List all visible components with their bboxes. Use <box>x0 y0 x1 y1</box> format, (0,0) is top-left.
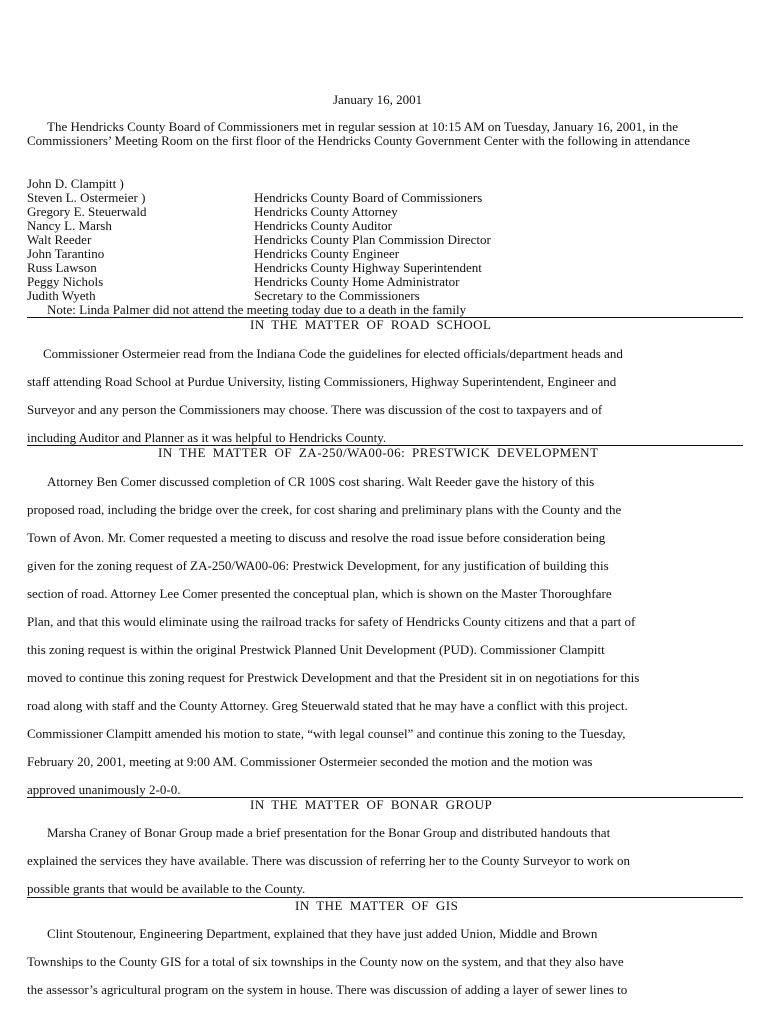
section-heading: IN THE MATTER OF ZA-250/WA00-06: PRESTWICK DEVELOPMENT <box>158 445 599 460</box>
attendee-title: Hendricks County Attorney <box>254 204 398 219</box>
attendee-name: John Tarantino <box>27 246 105 261</box>
body-line: this zoning request is within the original Prestwick Planned Unit Development (PUD). Commissioner Clampitt <box>27 642 605 657</box>
body-line: Townships to the County GIS for a total of six townships in the County now on the system, and that they also have <box>27 954 624 969</box>
attendee-title: Secretary to the Commissioners <box>254 288 420 303</box>
body-line: Plan, and that this would eliminate using the railroad tracks for safety of Hendricks County citizens and that a part of <box>27 614 636 629</box>
body-line: including Auditor and Planner as it was helpful to Hendricks County. <box>27 430 387 445</box>
attendee-name: Peggy Nichols <box>27 274 104 289</box>
attendee-title: Hendricks County Home Administrator <box>254 274 460 289</box>
attendee-title: Hendricks County Engineer <box>254 246 400 261</box>
body-line: the assessor’s agricultural program on the system in house. There was discussion of adding a layer of sewer lines to <box>27 982 628 997</box>
attendee-name: Russ Lawson <box>27 260 97 275</box>
attendee-title: Hendricks County Plan Commission Director <box>254 232 491 247</box>
body-line: staff attending Road School at Purdue University, listing Commissioners, Highway Superintendent, Engineer and <box>27 374 617 389</box>
body-line: moved to continue this zoning request for Prestwick Development and that the President sit in on negotiations for this <box>27 670 640 685</box>
body-line: Attorney Ben Comer discussed completion of CR 100S cost sharing. Walt Reeder gave the history of this <box>47 474 595 489</box>
body-line: Commissioner Clampitt amended his motion to state, “with legal counsel” and continue this zoning to the Tuesday, <box>27 726 626 741</box>
body-line: proposed road, including the bridge over the creek, for cost sharing and preliminary plans with the County and the <box>27 502 622 517</box>
body-line: Surveyor and any person the Commissioners may choose. There was discussion of the cost to taxpayers and of <box>27 402 603 417</box>
attendee-name: Walt Reeder <box>27 232 92 247</box>
attendee-name: Gregory E. Steuerwald <box>27 204 147 219</box>
body-line: explained the services they have available. There was discussion of referring her to the County Surveyor to work on <box>27 853 630 868</box>
section-heading: IN THE MATTER OF GIS <box>295 898 459 913</box>
body-line: Commissioner Ostermeier read from the Indiana Code the guidelines for elected officials/department heads and <box>43 346 623 361</box>
attendee-name: Nancy L. Marsh <box>27 218 112 233</box>
attendee-title: Hendricks County Board of Commissioners <box>254 190 483 205</box>
attendee-name: John D. Clampitt ) <box>27 176 124 191</box>
body-line: approved unanimously 2-0-0. <box>27 782 181 797</box>
body-line: given for the zoning request of ZA-250/WA00-06: Prestwick Development, for any justification of building this <box>27 558 609 573</box>
attendance-note: Note: Linda Palmer did not attend the meeting today due to a death in the family <box>47 302 467 317</box>
body-line: Marsha Craney of Bonar Group made a brief presentation for the Bonar Group and distributed handouts that <box>47 825 611 840</box>
body-line: Clint Stoutenour, Engineering Department, explained that they have just added Union, Middle and Brown <box>47 926 598 941</box>
attendee-title: Hendricks County Auditor <box>254 218 392 233</box>
section-heading: IN THE MATTER OF ROAD SCHOOL <box>250 317 492 332</box>
intro-text: The Hendricks County Board of Commissioners met in regular session at 10:15 AM on Tuesday, January 16, 2001, in the Commissioners’ Meeting Room on the first floor of the Hendricks County Government Center with the following in attendance <box>27 119 690 148</box>
body-line: Town of Avon. Mr. Comer requested a meeting to discuss and resolve the road issue before consideration being <box>27 530 606 545</box>
intro-paragraph <box>27 120 742 148</box>
body-line: February 20, 2001, meeting at 9:00 AM. Commissioner Ostermeier seconded the motion and the motion was <box>27 754 593 769</box>
attendee-title: Hendricks County Highway Superintendent <box>254 260 482 275</box>
body-line: road along with staff and the County Attorney. Greg Steuerwald stated that he may have a conflict with this project. <box>27 698 628 713</box>
attendee-name: Steven L. Ostermeier ) <box>27 190 146 205</box>
section-heading: IN THE MATTER OF BONAR GROUP <box>250 797 493 812</box>
body-line: possible grants that would be available to the County. <box>27 881 306 896</box>
body-line: section of road. Attorney Lee Comer presented the conceptual plan, which is shown on the Master Thoroughfare <box>27 586 612 601</box>
meeting-date: January 16, 2001 <box>333 92 423 107</box>
attendee-name: Judith Wyeth <box>27 288 96 303</box>
